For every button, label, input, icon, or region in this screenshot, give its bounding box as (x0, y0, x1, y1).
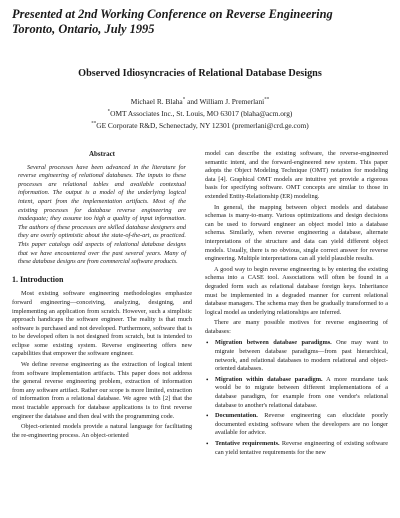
motives-list (205, 339, 388, 457)
list-item-text: Reverse engineering of existing software can yield tentative requirements for the new (215, 440, 388, 456)
section-heading: 1. Introduction (12, 274, 64, 284)
abstract-text: Several processes have been advanced in the literature for reverse engineering of relational databases. The inputs to these processes are relational tables and available contextual information. The output is a model of the underlying logical intent, apart from the implementation artifacts. Most of the existing processes for database reverse engineering are inadequate; they assume too high a quality of input information. The authors of these processes are skilled database designers and they are overly optimistic about the state-of-the-art, as practiced. This paper catalogs odd aspects of relational database designs that we have encountered over the past several years. Many of these database designs are from commercial software products. (18, 163, 186, 266)
left-column (12, 150, 192, 440)
affiliation-2: GE Corporate R&D, Schenectady, NY 12301 (premerlani@crd.ge.com) (96, 121, 309, 130)
author-1: Michael R. Blaha (130, 97, 183, 106)
author-names (0, 96, 400, 108)
list-item (215, 339, 388, 373)
list-item-text: Reverse engineering can elucidate poorly documented existing software when the developers are no longer available for advice. (215, 412, 388, 437)
body-paragraph: There are many possible motives for reverse engineering of databases: (205, 319, 388, 335)
list-item-term: Documentation. (215, 412, 258, 420)
author-1-mark: * (182, 97, 186, 103)
right-column (205, 150, 388, 459)
list-item-term: Migration within database paradigm. (215, 375, 323, 383)
author-2: and William J. Premerlani (185, 97, 265, 106)
body-paragraph: We define reverse engineering as the extraction of logical intent from software implementation artifacts. This paper does not address the general reverse engineering problem, extraction of information from any software artifact. Rather our scope is more limited, extraction of information from a relational database. We agree with [2] that the most tractable approach for database applications is to first reverse engineer the database and then deal with the programming code. (12, 361, 192, 420)
body-paragraph: Object-oriented models provide a natural language for facilitating the re-engineering process. An object-oriented (12, 423, 192, 439)
abstract-heading: Abstract (88, 150, 116, 158)
conference-line-1: Presented at 2nd Working Conference on Reverse Engineering (12, 7, 333, 21)
author-2-mark: ** (264, 97, 270, 103)
affiliation-1-line (0, 108, 400, 120)
list-item-text: A more mundane task would be to migrate between different implementations of a database paradigm, for example from one vendor's relational database to another's relational database. (215, 375, 389, 409)
body-paragraph: A good way to begin reverse engineering is by entering the existing schema into a CASE tool. Associations will often be found in a degraded form such as relational database foreign keys. Inheritance must be implemented in a degraded manner for current relational database managers. The schema may then be gradually transformed to a logical model as underlying relationships are inferred. (205, 265, 388, 316)
body-paragraph: model can describe the existing software, the reverse-engineered semantic intent, and the forward-engineered new system. This paper adopts the Object Modeling Technique (OMT) notation for modeling data [4]. Graphical OMT models are intuitive yet provide a rigorous basis for specifying software. OMT concepts are similar to those in extended Entity-Relationship (ER) modeling. (205, 150, 388, 200)
list-item-term: Tentative requirements. (215, 440, 280, 447)
author-block (0, 96, 400, 132)
list-item-text: One may want to migrate between database paradigms—from past hierarchical, network, and relational databases to modern relational and object-oriented databases. (215, 339, 388, 373)
affiliation-1-mark: * (107, 109, 111, 115)
conference-line-2: Toronto, Ontario, July 1995 (12, 22, 155, 36)
list-item (215, 376, 388, 410)
list-item (215, 412, 388, 438)
affiliation-2-line (0, 120, 400, 132)
list-item-term: Migration between database paradigms. (215, 339, 332, 347)
body-paragraph: In general, the mapping between object models and database schemas is many-to-many. Various optimizations and design decisions can be used to forward engineer an object model into a database schema. Similarly, when reverse engineering a database, alternate interpretations of the structure and data can yield different object models. Usually, there is no obvious, single correct answer for reverse engineering. Multiple interpretations can all yield plausible results. (205, 203, 388, 263)
list-item (215, 440, 388, 457)
conference-header (12, 7, 392, 37)
paper-title: Observed Idiosyncracies of Relational Database Designs (78, 68, 322, 79)
affiliation-2-mark: ** (91, 121, 97, 127)
affiliation-1: OMT Associates Inc., St. Louis, MO 63017 (blaha@acm.org) (110, 109, 293, 118)
body-paragraph: Most existing software engineering methodologies emphasize forward engineering—conceiving, analyzing, designing, and implementing an application from scratch. However, such a simplistic approach handicaps the software engineer. The reality is that much software is purchased and not developed. Furthermore, software that is to be developed often is not designed from scratch, but is intended to eclipse some existing system. Reverse engineering offers new capabilities that empower the software engineer. (12, 290, 192, 358)
